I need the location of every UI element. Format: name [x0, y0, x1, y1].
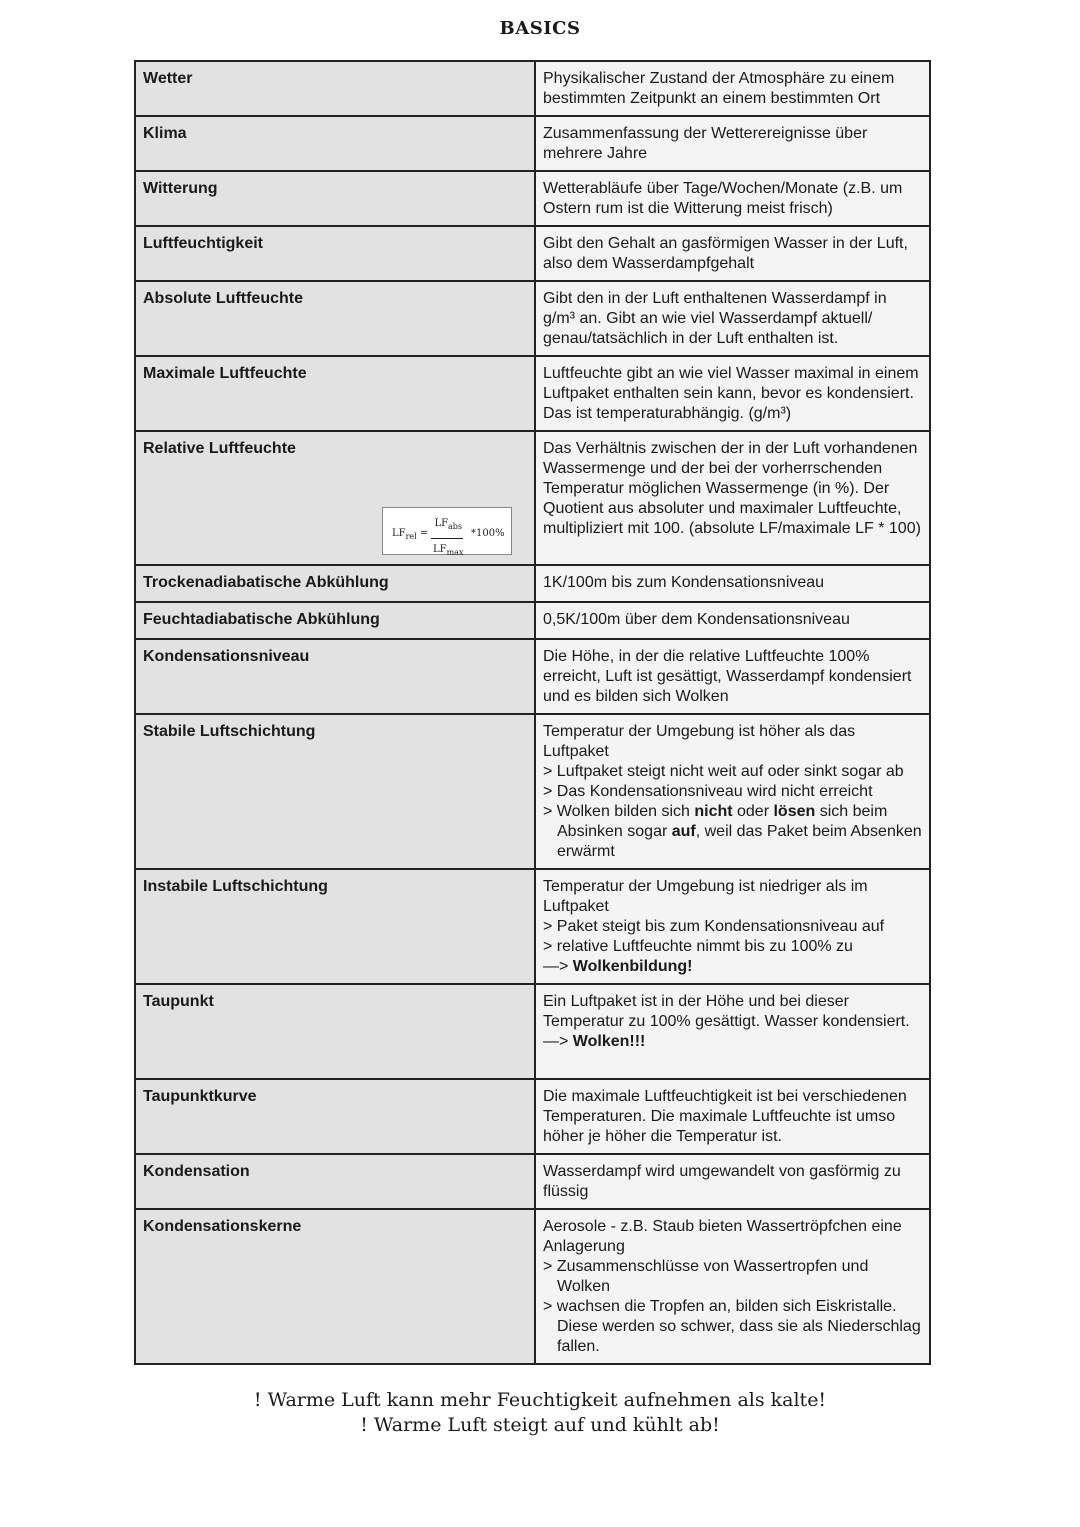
table-row — [135, 714, 930, 869]
bullet-continuation: Diese werden so schwer, dass sie als Niederschlag fallen. — [557, 1318, 921, 1355]
term-cell: Trockenadiabatische Abkühlung — [135, 565, 535, 602]
table-row — [135, 61, 930, 116]
definition-text: Ein Luftpaket ist in der Höhe und bei dieser Temperatur zu 100% gesättigt. Wasser kondensiert. — [543, 993, 910, 1030]
term-cell: Kondensation — [135, 1154, 535, 1209]
bullet-item: > Luftpaket steigt nicht weit auf oder sinkt sogar ab — [543, 763, 904, 780]
definition-cell: Physikalischer Zustand der Atmosphäre zu einem bestimmten Zeitpunkt an einem bestimmten Ort — [535, 61, 930, 116]
term-cell — [135, 431, 535, 565]
table-row — [135, 431, 930, 565]
definition-cell — [535, 984, 930, 1079]
definition-cell — [535, 714, 930, 869]
term-cell: Kondensationskerne — [135, 1209, 535, 1364]
bullet-item: > Das Kondensationsniveau wird nicht erreicht — [543, 783, 873, 800]
bullet-item: > Wolken bilden sich nicht oder lösen sich beim — [543, 803, 888, 820]
bullet-item: > Paket steigt bis zum Kondensationsniveau auf — [543, 918, 885, 935]
formula-multiplier: *100% — [471, 528, 505, 539]
table-row — [135, 356, 930, 431]
definition-cell — [535, 869, 930, 984]
table-row — [135, 171, 930, 226]
definition-cell: Das Verhältnis zwischen der in der Luft vorhandenen Wassermenge und der bei der vorherrschenden Temperatur möglichen Wassermenge (in %). Der Quotient aus absoluter und maximaler Luftfeuchte, multipliziert mit 100. (absolute LF/maximale LF * 100) — [535, 431, 930, 565]
table-row — [135, 1154, 930, 1209]
table-row — [135, 281, 930, 356]
term-cell: Luftfeuchtigkeit — [135, 226, 535, 281]
definition-cell: 1K/100m bis zum Kondensationsniveau — [535, 565, 930, 602]
formula-lhs: $LF_{rel}$ = — [392, 528, 429, 541]
note-line: ! Warme Luft kann mehr Feuchtigkeit aufnehmen als kalte! — [253, 1389, 827, 1411]
definition-cell: Wasserdampf wird umgewandelt von gasförmig zu flüssig — [535, 1154, 930, 1209]
definition-cell — [535, 1209, 930, 1364]
formula-fraction — [431, 514, 465, 563]
page-title: BASICS — [499, 18, 581, 39]
table-row — [135, 869, 930, 984]
definition-cell: Zusammenfassung der Wetterereignisse über mehrere Jahre — [535, 116, 930, 171]
bullet-item: > relative Luftfeuchte nimmt bis zu 100% zu — [543, 938, 853, 955]
term-cell: Feuchtadiabatische Abkühlung — [135, 602, 535, 639]
definition-cell: Wetterabläufe über Tage/Wochen/Monate (z.B. um Ostern rum ist die Witterung meist frisch) — [535, 171, 930, 226]
definition-text: Temperatur der Umgebung ist höher als das Luftpaket — [543, 723, 856, 760]
table-row — [135, 565, 930, 602]
bullet-continuation: Wolken — [557, 1278, 611, 1295]
term-cell: Witterung — [135, 171, 535, 226]
table-row — [135, 1079, 930, 1154]
bullet-item: > Zusammenschlüsse von Wassertropfen und — [543, 1258, 869, 1275]
term-cell: Instabile Luftschichtung — [135, 869, 535, 984]
definition-cell: 0,5K/100m über dem Kondensationsniveau — [535, 602, 930, 639]
term-cell: Maximale Luftfeuchte — [135, 356, 535, 431]
definition-cell: Gibt den Gehalt an gasförmigen Wasser in der Luft, also dem Wasserdampfgehalt — [535, 226, 930, 281]
term-cell: Stabile Luftschichtung — [135, 714, 535, 869]
table-row — [135, 602, 930, 639]
table-row — [135, 639, 930, 714]
glossary-table — [134, 60, 931, 1365]
bottom-notes — [0, 1388, 1080, 1438]
arrow-conclusion: —> Wolkenbildung! — [543, 958, 693, 975]
definition-text: Temperatur der Umgebung ist niedriger als im Luftpaket — [543, 878, 868, 915]
term-cell: Wetter — [135, 61, 535, 116]
relative-humidity-formula — [382, 507, 512, 555]
table-row — [135, 226, 930, 281]
term-cell: Absolute Luftfeuchte — [135, 281, 535, 356]
definition-cell: Gibt den in der Luft enthaltenen Wasserdampf in g/m³ an. Gibt an wie viel Wasserdampf aktuell/ genau/tatsächlich in der Luft enthalten ist. — [535, 281, 930, 356]
table-row — [135, 984, 930, 1079]
definition-cell: Luftfeuchte gibt an wie viel Wasser maximal in einem Luftpaket enthalten sein kann, bevor es kondensiert. Das ist temperaturabhängig. (g/m³) — [535, 356, 930, 431]
definition-cell: Die maximale Luftfeuchtigkeit ist bei verschiedenen Temperaturen. Die maximale Luftfeuchte ist umso höher je höher die Temperatur ist. — [535, 1079, 930, 1154]
term-cell: Klima — [135, 116, 535, 171]
formula-denominator: $LF_{max}$ — [433, 544, 464, 557]
note-line: ! Warme Luft steigt auf und kühlt ab! — [360, 1414, 720, 1436]
formula-numerator: $LF_{abs}$ — [434, 518, 463, 531]
arrow-conclusion: —> Wolken!!! — [543, 1033, 646, 1050]
bullet-item: > wachsen die Tropfen an, bilden sich Eiskristalle. — [543, 1298, 897, 1315]
term-cell: Taupunktkurve — [135, 1079, 535, 1154]
table-row — [135, 116, 930, 171]
definition-cell: Die Höhe, in der die relative Luftfeuchte 100% erreicht, Luft ist gesättigt, Wasserdampf kondensiert und es bilden sich Wolken — [535, 639, 930, 714]
term-cell: Taupunkt — [135, 984, 535, 1079]
term-label: Relative Luftfeuchte — [143, 440, 296, 457]
term-cell: Kondensationsniveau — [135, 639, 535, 714]
definition-text: Aerosole - z.B. Staub bieten Wassertröpfchen eine Anlagerung — [543, 1218, 902, 1255]
table-row — [135, 1209, 930, 1364]
bullet-continuation: Absinken sogar auf, weil das Paket beim Absenken erwärmt — [557, 823, 922, 860]
fraction-line — [431, 538, 463, 539]
